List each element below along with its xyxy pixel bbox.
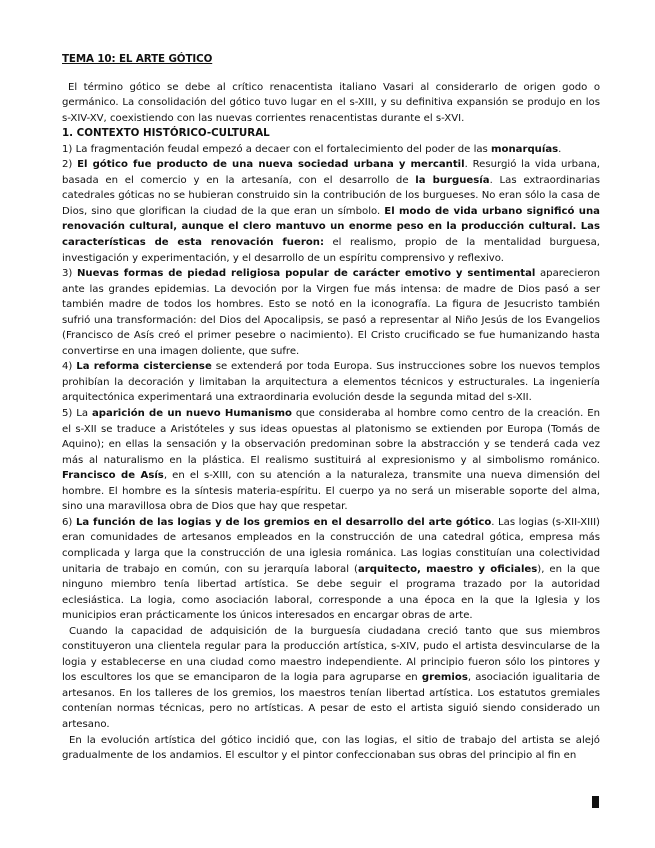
bold-phrase: El modo de vida urbano significó una renovación cultural, aunque el clero mantuvo un enorme peso en la producción cultural. Las características de esta renovación fueron: [62,205,600,249]
section-heading: 1. CONTEXTO HISTÓRICO-CULTURAL [62,127,270,140]
bold-phrase: monarquías [491,143,559,155]
paragraph-7: Cuando la capacidad de adquisición de la burguesía ciudadana creció tanto que sus miembros constituyeron una clientela regular para la producción artística, s-XIV, pudo el artista desvincularse de la logia y establecerse en una ciudad como maestro independiente. Al principio fueron sólo los pintores y los escultores los que se emanciparon de la logia para agruparse en gremios, asociación igualitaria de artesanos. En los talleres de los gremios, los maestros tenían libertad artística. Los estatutos gremiales contenían normas técnicas, pero no artísticas. A pesar de esto el artista siguió siendo considerado un artesano. [62,625,600,730]
document-body [62,52,600,764]
paragraph-6: 6) La función de las logias y de los gremios en el desarrollo del arte gótico. Las logias (s-XII-XIII) eran comunidades de artesanos empleados en la construcción de una catedral gótica, empresa más complicada y larga que la construcción de una iglesia románica. Las logias constituían una colectividad unitaria de trabajo en común, con su jerarquía laboral (arquitecto, maestro y oficiales), en la que ninguno miembro tenía libertad artística. Se debe seguir el programa trazado por la autoridad eclesiástica. La logia, como asociación laboral, corresponde a una época en la que la Iglesia y los municipios eran prácticamente los únicos interesados en encargar obras de arte. [62,516,600,622]
bold-phrase: la burguesía [415,174,490,186]
bold-phrase: La reforma cisterciense [76,361,212,373]
paragraph-3: 3) Nuevas formas de piedad religiosa popular de carácter emotivo y sentimental aparecieron ante las grandes epidemias. La devoción por la Virgen fue más intensa: de madre de Dios pasó a ser también madre de todos los hombres. Esto se notó en la iconografía. La figura de Jesucristo también sufrió una transformación: del Dios del Apocalipsis, se pasó a representar al Niño Jesús de los Evangelios (Francisco de Asís creó el primer pesebre o nacimiento). El Cristo crucificado se fue humanizando hasta convertirse en una imagen doliente, que sufre. [62,268,600,357]
paragraph-1: 1) La fragmentación feudal empezó a decaer con el fortalecimiento del poder de las monarquías. [62,143,562,155]
paragraph-8: En la evolución artística del gótico incidió que, con las logias, el sitio de trabajo del artista se alejó gradualmente de los andamios. El escultor y el pintor confeccionaban sus obras del principio al fin en [62,734,600,762]
paragraph-2: 2) El gótico fue producto de una nueva sociedad urbana y mercantil. Resurgió la vida urbana, basada en el comercio y en la artesanía, con el desarrollo de la burguesía. Las extraordinarias catedrales góticas no se hubieran construido sin la contribución de los burgueses. No eran sólo la casa de Dios, sino que glorifican la ciudad de la que eran un símbolo. El modo de vida urbano significó una renovación cultural, aunque el clero mantuvo un enorme peso en la producción cultural. Las características de esta renovación fueron: el realismo, propio de la mentalidad burguesa, investigación y experimentación, y el desarrollo de un espíritu comprensivo y reflexivo. [62,159,600,264]
bold-phrase: El gótico fue producto de una nueva sociedad urbana y mercantil [77,159,465,171]
paragraph-4: 4) La reforma cisterciense se extenderá por toda Europa. Sus instrucciones sobre los nuevos templos prohibían la decoración y limitaban la arquitectura a elementos técnicos y estructurales. La ingeniería arquitectónica experimentará una extraordinaria evolución desde la segunda mitad del s-XII. [62,361,600,404]
bold-phrase: La función de las logias y de los gremios en el desarrollo del arte gótico [75,516,492,528]
bold-phrase: aparición de un nuevo Humanismo [91,408,292,420]
bold-phrase: Nuevas formas de piedad religiosa popular de carácter emotivo y sentimental [76,268,536,280]
end-of-page-marker [592,796,599,808]
bold-phrase: Francisco de Asís [62,470,164,482]
intro-paragraph: El término gótico se debe al crítico renacentista italiano Vasari al considerarlo de origen godo o germánico. La consolidación del gótico tuvo lugar en el s-XIII, y su definitiva expansión se produjo en los s-XIV-XV, coexistiendo con las nuevas corrientes renacentistas durante el s-XVI. [62,81,600,124]
page-title: TEMA 10: EL ARTE GÓTICO [62,53,213,65]
bold-phrase: arquitecto, maestro y oficiales [357,563,538,575]
paragraph-5: 5) La aparición de un nuevo Humanismo que consideraba al hombre como centro de la creación. En el s-XII se traduce a Aristóteles y sus ideas opuestas al platonismo se extienden por Europa (Tomás de Aquino); en ellas la sensación y la observación predominan sobre la abstracción y se tenderá cada vez más al naturalismo en la plástica. El realismo sustituirá al expresionismo y al simbolismo románico. Francisco de Asís, en el s-XIII, con su atención a la naturaleza, transmite una nueva dimensión del hombre. El hombre es la síntesis materia-espíritu. El cuerpo ya no será un miserable soporte del alma, sino una maravillosa obra de Dios que hay que respetar. [62,408,600,513]
bold-phrase: gremios [421,672,468,684]
